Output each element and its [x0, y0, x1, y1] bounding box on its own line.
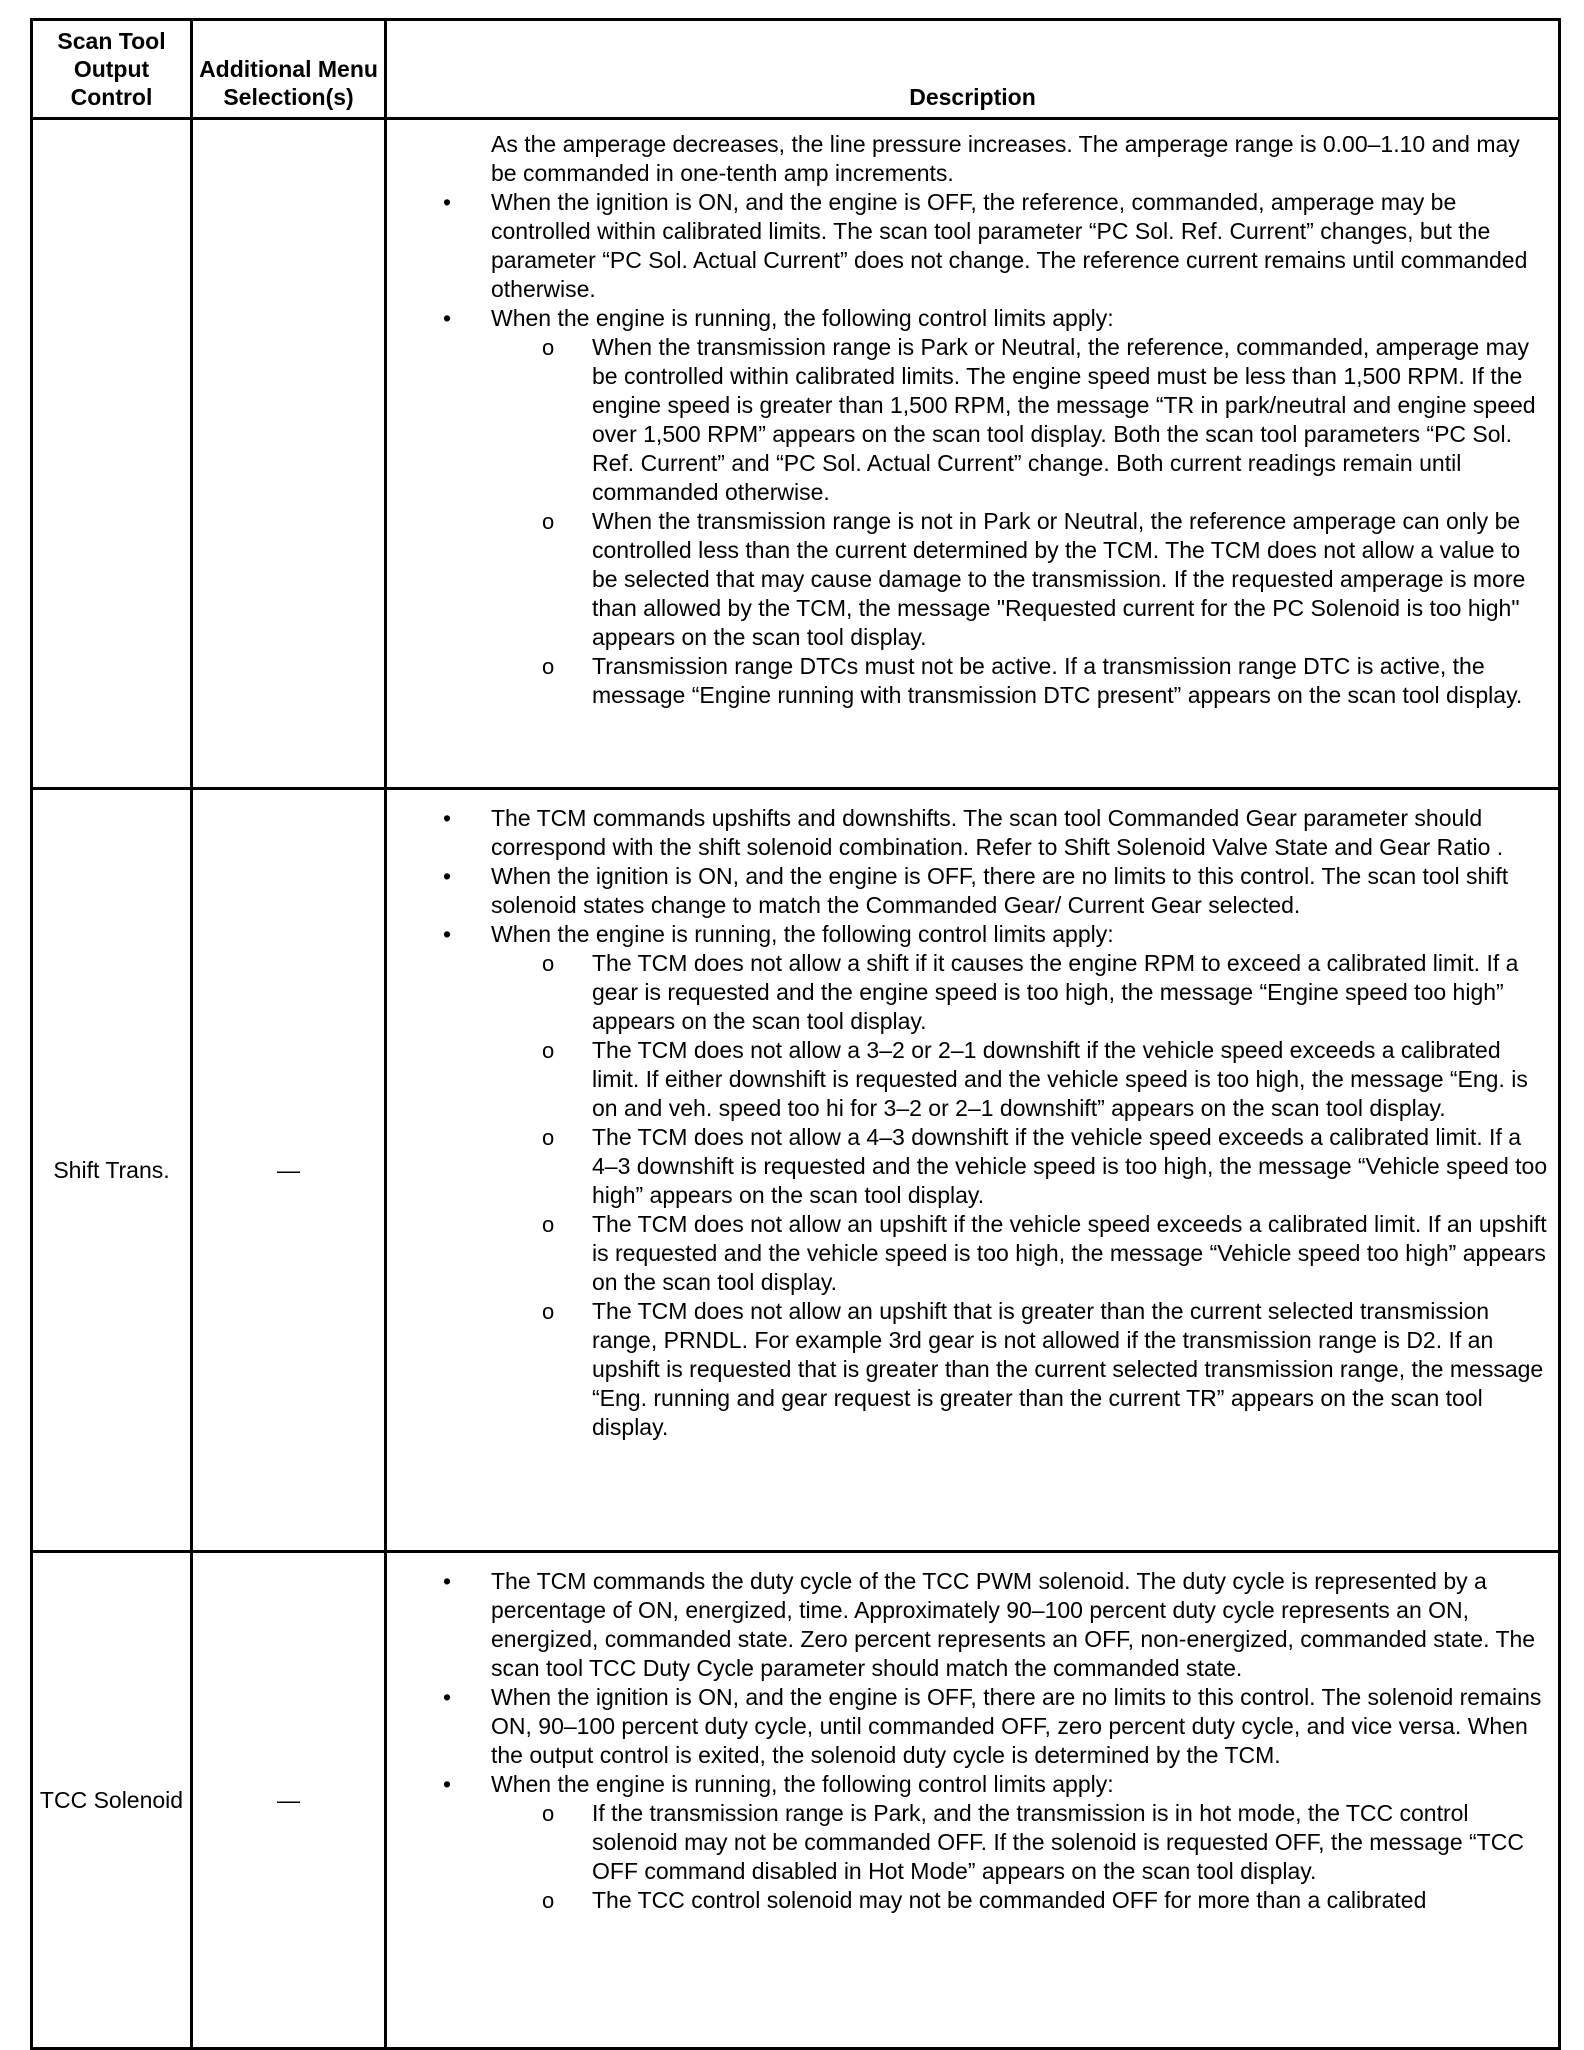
- bullet-list: [387, 188, 1548, 710]
- sub-bullet-item: o The TCC control solenoid may not be commanded OFF for more than a calibrated: [489, 1886, 1548, 1915]
- sub-bullet-item: o When the transmission range is Park or Neutral, the reference, commanded, amperage may be controlled within calibrated limits. The engine speed must be less than 1,500 RPM. If the engine speed is greater than 1,500 RPM, the message “TR in park/neutral and engine speed over 1,500 RPM” appears on the scan tool display. Both the scan tool parameters “PC Sol. Ref. Current” and “PC Sol. Actual Current” change. Both current readings remain until commanded otherwise.: [489, 333, 1548, 507]
- bullet-text: When the engine is running, the following control limits apply:: [491, 921, 1114, 947]
- control-cell: [32, 119, 192, 789]
- table-header-row: [32, 20, 1560, 119]
- menu-cell: [192, 119, 386, 789]
- control-cell: Shift Trans.: [32, 789, 192, 1552]
- bullet-text: When the engine is running, the following control limits apply:: [491, 305, 1114, 331]
- bullet-item: [387, 1770, 1548, 1915]
- header-scan-tool-output-control: Scan Tool Output Control: [32, 20, 192, 119]
- header-additional-menu-selections: Additional Menu Selection(s): [192, 20, 386, 119]
- menu-cell: —: [192, 1552, 386, 2049]
- bullet-text: When the engine is running, the following control limits apply:: [491, 1771, 1114, 1797]
- continued-text: As the amperage decreases, the line pressure increases. The amperage range is 0.00–1.10 and may be commanded in one-tenth amp increments.: [491, 131, 1520, 186]
- bullet-item: • The TCM commands upshifts and downshifts. The scan tool Commanded Gear parameter should correspond with the shift solenoid combination. Refer to Shift Solenoid Valve State and Gear Ratio .: [387, 804, 1548, 862]
- control-cell: TCC Solenoid: [32, 1552, 192, 2049]
- bullet-item: • The TCM commands the duty cycle of the TCC PWM solenoid. The duty cycle is represented by a percentage of ON, energized, time. Approximately 90–100 percent duty cycle represents an ON, energized, commanded state. Zero percent represents an OFF, non-energized, commanded state. The scan tool TCC Duty Cycle parameter should match the commanded state.: [387, 1567, 1548, 1683]
- sub-bullet-item: o If the transmission range is Park, and the transmission is in hot mode, the TCC control solenoid may not be commanded OFF. If the solenoid is requested OFF, the message “TCC OFF command disabled in Hot Mode” appears on the scan tool display.: [489, 1799, 1548, 1886]
- header-description: Description: [386, 20, 1560, 119]
- bullet-item: • When the ignition is ON, and the engine is OFF, the reference, commanded, amperage may be controlled within calibrated limits. The scan tool parameter “PC Sol. Ref. Current” changes, but the parameter “PC Sol. Actual Current” does not change. The reference current remains until commanded otherwise.: [387, 188, 1548, 304]
- sub-bullet-item: o When the transmission range is not in Park or Neutral, the reference amperage can only be controlled less than the current determined by the TCM. The TCM does not allow a value to be selected that may cause damage to the transmission. If the requested amperage is more than allowed by the TCM, the message "Requested current for the PC Solenoid is too high" appears on the scan tool display.: [489, 507, 1548, 652]
- description-cell: [386, 119, 1560, 789]
- bullet-list: [387, 1567, 1548, 1915]
- description-cell: [386, 1552, 1560, 2049]
- bullet-item: • When the ignition is ON, and the engine is OFF, there are no limits to this control. The scan tool shift solenoid states change to match the Commanded Gear/ Current Gear selected.: [387, 862, 1548, 920]
- sub-bullet-item: o Transmission range DTCs must not be active. If a transmission range DTC is active, the message “Engine running with transmission DTC present” appears on the scan tool display.: [489, 652, 1548, 710]
- menu-cell: —: [192, 789, 386, 1552]
- sub-bullet-item: o The TCM does not allow an upshift if the vehicle speed exceeds a calibrated limit. If an upshift is requested and the vehicle speed is too high, the message “Vehicle speed too high” appears on the scan tool display.: [489, 1210, 1548, 1297]
- table-row: [32, 789, 1560, 1552]
- sub-bullet-item: o The TCM does not allow a 4–3 downshift if the vehicle speed exceeds a calibrated limit. If a 4–3 downshift is requested and the vehicle speed is too high, the message “Vehicle speed too high” appears on the scan tool display.: [489, 1123, 1548, 1210]
- sub-bullet-list: [491, 1799, 1548, 1915]
- sub-bullet-list: [491, 333, 1548, 710]
- sub-bullet-item: o The TCM does not allow a 3–2 or 2–1 downshift if the vehicle speed exceeds a calibrated limit. If either downshift is requested and the vehicle speed is too high, the message “Eng. is on and veh. speed too hi for 3–2 or 2–1 downshift” appears on the scan tool display.: [489, 1036, 1548, 1123]
- bullet-list: [387, 804, 1548, 1442]
- sub-bullet-item: o The TCM does not allow a shift if it causes the engine RPM to exceed a calibrated limit. If a gear is requested and the engine speed is too high, the message “Engine speed too high” appears on the scan tool display.: [489, 949, 1548, 1036]
- bullet-item: • When the ignition is ON, and the engine is OFF, there are no limits to this control. The solenoid remains ON, 90–100 percent duty cycle, until commanded OFF, zero percent duty cycle, and vice versa. When the output control is exited, the solenoid duty cycle is determined by the TCM.: [387, 1683, 1548, 1770]
- bullet-item: [387, 920, 1548, 1442]
- bullet-item: [387, 304, 1548, 710]
- sub-bullet-list: [491, 949, 1548, 1442]
- sub-bullet-item: o The TCM does not allow an upshift that is greater than the current selected transmission range, PRNDL. For example 3rd gear is not allowed if the transmission range is D2. If an upshift is requested that is greater than the current selected transmission range, the message “Eng. running and gear request is greater than the current TR” appears on the scan tool display.: [489, 1297, 1548, 1442]
- table-row: [32, 119, 1560, 789]
- description-cell: [386, 789, 1560, 1552]
- table-row: [32, 1552, 1560, 2049]
- output-control-table: [30, 18, 1561, 2050]
